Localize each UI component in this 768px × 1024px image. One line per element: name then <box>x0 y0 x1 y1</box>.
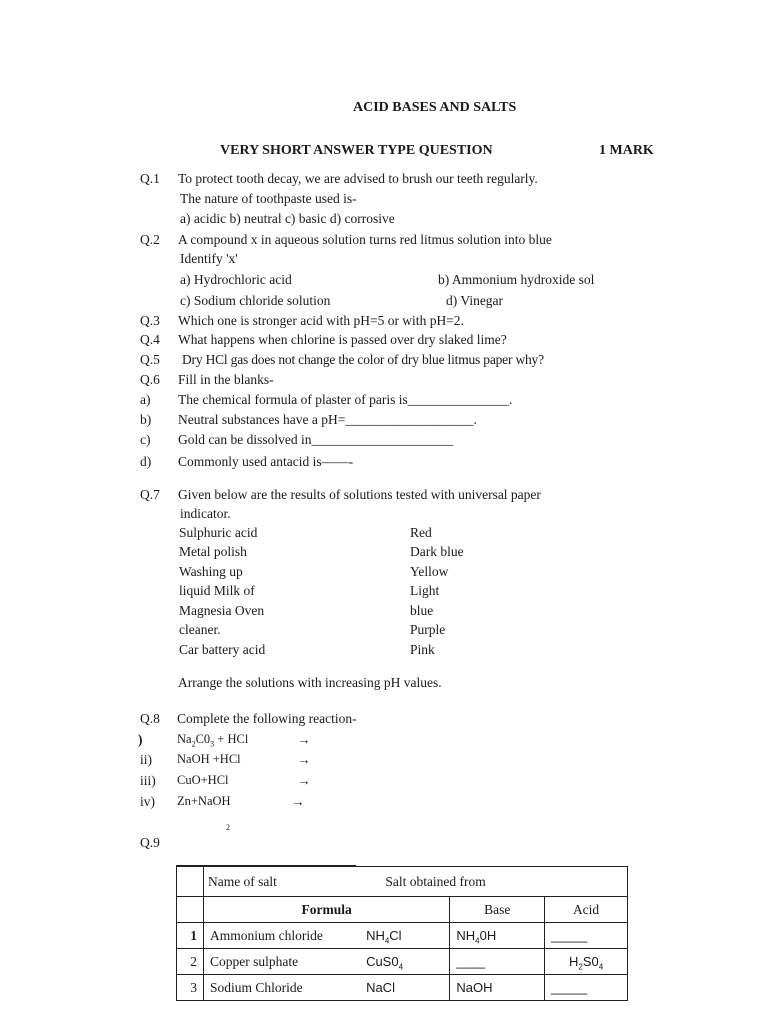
indicator-color: Dark blue <box>410 544 464 559</box>
option-b: b) Ammonium hydroxide sol <box>438 272 595 287</box>
salt-acid: _____ <box>545 923 628 949</box>
indicator-color: blue <box>410 603 434 618</box>
salt-name: Copper sulphate <box>203 949 360 975</box>
question-text: A compound x in aqueous solution turns red litmus solution into blue <box>178 232 552 247</box>
solution-name: Magnesia Oven <box>179 603 265 618</box>
salt-formula: NaCl <box>360 975 450 1001</box>
reaction-lhs: NaOH +HCl <box>177 752 241 766</box>
question-text: Which one is stronger acid with pH=5 or with pH=2. <box>178 313 464 328</box>
option-c: c) Sodium chloride solution <box>180 293 331 308</box>
question-text: The nature of toothpaste used is- <box>180 191 357 206</box>
reaction-label: ii) <box>140 752 152 767</box>
question-number: Q.8 <box>140 711 160 726</box>
table-row <box>177 975 628 1001</box>
header-base: Base <box>450 897 545 923</box>
arrow-icon: → <box>297 732 311 747</box>
question-text: Dry HCl gas does not change the color of dry blue litmus paper why? <box>182 352 544 367</box>
table-subheader-row <box>177 897 628 923</box>
reaction-label: ) <box>138 732 143 747</box>
header-formula: Formula <box>203 897 449 923</box>
item-label: a) <box>140 392 151 407</box>
question-text: indicator. <box>180 506 231 521</box>
question-text: Complete the following reaction- <box>177 711 357 726</box>
question-text: To protect tooth decay, we are advised to brush our teeth regularly. <box>178 171 538 186</box>
option-d: d) Vinegar <box>446 293 504 308</box>
question-text: Identify 'x' <box>180 251 238 266</box>
fill-blank: The chemical formula of plaster of paris is_______________. <box>178 392 513 407</box>
item-label: d) <box>140 454 152 469</box>
indicator-color: Yellow <box>410 564 449 579</box>
salt-name: Ammonium chloride <box>203 923 360 949</box>
salt-acid: _____ <box>545 975 628 1001</box>
solution-name: Car battery acid <box>179 642 266 657</box>
question-text: Given below are the results of solutions tested with universal paper <box>178 487 541 502</box>
item-label: b) <box>140 412 152 427</box>
solution-name: Sulphuric acid <box>179 525 258 540</box>
indicator-color: Pink <box>410 642 435 657</box>
reaction-lhs: CuO+HCl <box>177 773 229 787</box>
salt-formula: $NH_4Cl$ <box>360 923 450 949</box>
fill-blank: Neutral substances have a pH=___________________. <box>178 412 477 427</box>
salt-formula: $CuS0_4$ <box>360 949 450 975</box>
question-number: Q.1 <box>140 171 160 186</box>
question-number: Q.9 <box>140 835 160 850</box>
section-heading: VERY SHORT ANSWER TYPE QUESTION <box>220 143 493 158</box>
indicator-color: Red <box>410 525 432 540</box>
reaction-label: iii) <box>140 773 156 788</box>
indicator-color: Purple <box>410 622 446 637</box>
question-number: Q.3 <box>140 313 160 328</box>
row-number: 2 <box>177 949 204 975</box>
arrow-icon: → <box>291 794 305 809</box>
question-number: Q.7 <box>140 487 160 502</box>
table-row <box>177 923 628 949</box>
page-title: ACID BASES AND SALTS <box>353 100 517 115</box>
question-number: Q.6 <box>140 372 160 387</box>
fill-blank: Commonly used antacid is——- <box>178 454 354 469</box>
arrow-icon: → <box>297 773 311 788</box>
stray-mark: 2 <box>226 823 230 832</box>
salt-name: Sodium Chloride <box>203 975 360 1001</box>
header-acid: Acid <box>545 897 628 923</box>
question-number: Q.5 <box>140 352 160 367</box>
salt-table <box>176 866 628 1001</box>
option-a: a) Hydrochloric acid <box>180 272 292 287</box>
reaction-lhs: Zn+NaOH <box>177 794 231 808</box>
solution-name: liquid Milk of <box>179 583 255 598</box>
row-number: 3 <box>177 975 204 1001</box>
section-marks: 1 MARK <box>599 143 654 158</box>
header-salt-obtained-from: Salt obtained from <box>385 873 486 889</box>
reaction-label: iv) <box>140 794 155 809</box>
item-label: c) <box>140 432 151 447</box>
arrow-icon: → <box>297 752 311 767</box>
fill-blank: Gold can be dissolved in_____________________ <box>178 432 454 447</box>
question-options: a) acidic b) neutral c) basic d) corrosive <box>180 211 395 226</box>
table-header-row <box>177 867 628 897</box>
salt-base: ____ <box>450 949 545 975</box>
table-row <box>177 949 628 975</box>
salt-base: NaOH <box>450 975 545 1001</box>
solution-name: Washing up <box>179 564 243 579</box>
header-name-of-salt: Name of salt <box>207 873 277 889</box>
row-number: 1 <box>177 923 204 949</box>
question-number: Q.2 <box>140 232 160 247</box>
question-number: Q.4 <box>140 332 160 347</box>
salt-base: $NH_40H$ <box>450 923 545 949</box>
question-text: What happens when chlorine is passed over dry slaked lime? <box>178 332 507 347</box>
solution-name: cleaner. <box>179 622 221 637</box>
question-text: Fill in the blanks- <box>178 372 274 387</box>
salt-acid: $H_2S0_4$ <box>545 949 628 975</box>
instruction: Arrange the solutions with increasing pH values. <box>178 675 442 690</box>
reaction-lhs: $Na_2C0_3$ + HCl <box>177 732 249 749</box>
solution-name: Metal polish <box>179 544 247 559</box>
indicator-color: Light <box>410 583 440 598</box>
